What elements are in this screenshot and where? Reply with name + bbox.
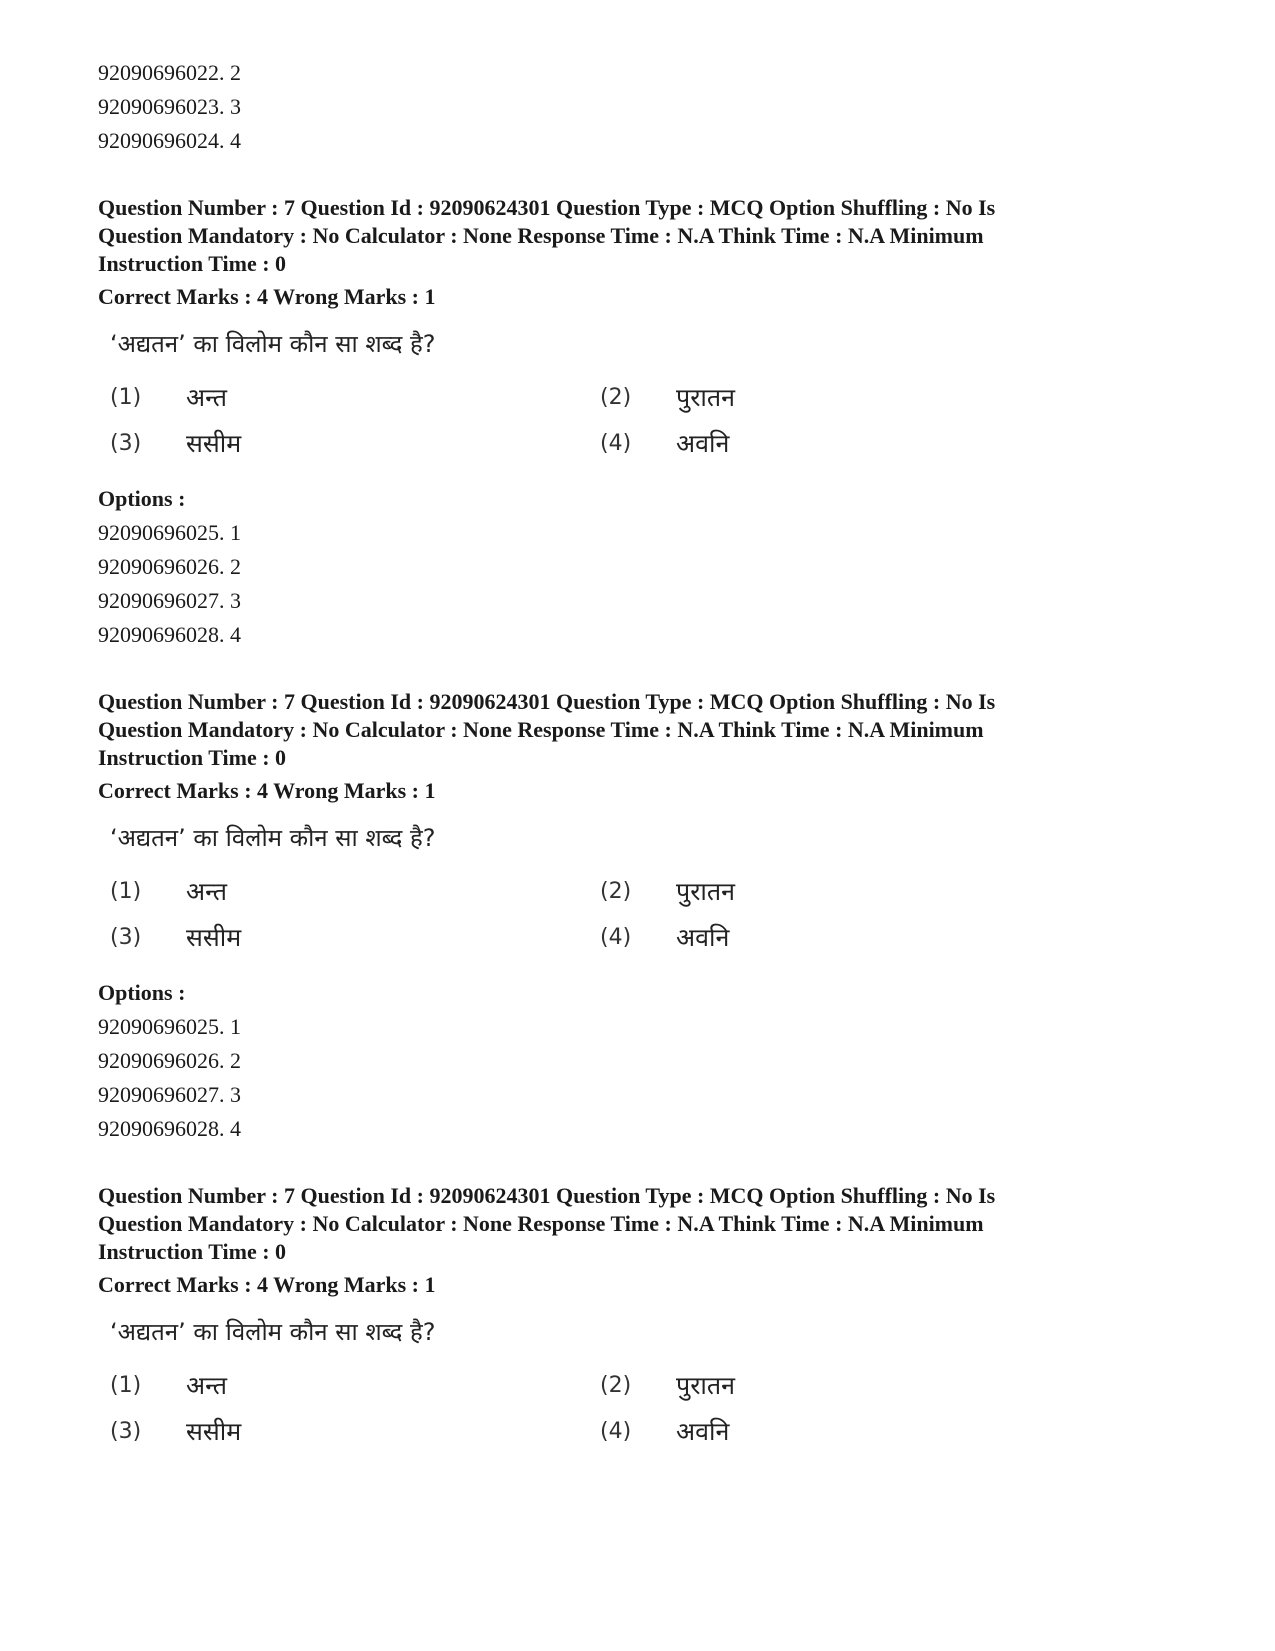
choice-number: (1)	[110, 878, 142, 904]
choice-text: अन्त	[186, 383, 228, 412]
question-header	[98, 194, 1128, 278]
option-line: 92090696023. 3	[98, 94, 241, 119]
question-marks: Correct Marks : 4 Wrong Marks : 1	[98, 284, 436, 309]
choice-number: (2)	[600, 384, 632, 410]
question-header-line: Question Mandatory : No Calculator : None Response Time : N.A Think Time : N.A Minimum	[98, 223, 984, 248]
choice-number: (2)	[600, 1372, 632, 1398]
choice-number: (3)	[110, 924, 142, 950]
option-line: 92090696026. 2	[98, 554, 241, 579]
choice-number: (3)	[110, 1418, 142, 1444]
option-line: 92090696027. 3	[98, 1082, 241, 1107]
question-marks: Correct Marks : 4 Wrong Marks : 1	[98, 1272, 436, 1297]
question-header-line: Instruction Time : 0	[98, 745, 287, 770]
option-line: 92090696025. 1	[98, 520, 241, 545]
question-header-line: Question Mandatory : No Calculator : None Response Time : N.A Think Time : N.A Minimum	[98, 1211, 984, 1236]
choice-number: (4)	[600, 430, 632, 456]
question-header-line: Instruction Time : 0	[98, 1239, 287, 1264]
choice-text: अवनि	[676, 1417, 730, 1446]
choice-text: ससीम	[186, 1417, 242, 1446]
question-header-line: Question Number : 7 Question Id : 92090624301 Question Type : MCQ Option Shuffling : No Is	[98, 195, 996, 220]
choice-number: (3)	[110, 430, 142, 456]
choice-item	[110, 1366, 600, 1404]
question-header-line: Question Mandatory : No Calculator : None Response Time : N.A Think Time : N.A Minimum	[98, 717, 984, 742]
choice-text: अन्त	[186, 877, 228, 906]
options-label: Options :	[98, 486, 186, 511]
question-block	[98, 1182, 1188, 1450]
options-label: Options :	[98, 980, 186, 1005]
question-text: ‘अद्यतन’ का विलोम कौन सा शब्द है?	[110, 330, 436, 358]
choice-text: ससीम	[186, 429, 242, 458]
choice-text: अवनि	[676, 923, 730, 952]
option-line: 92090696026. 2	[98, 1048, 241, 1073]
choice-item	[600, 424, 900, 462]
choice-item	[110, 1412, 600, 1450]
option-line: 92090696022. 2	[98, 60, 241, 85]
question-marks: Correct Marks : 4 Wrong Marks : 1	[98, 778, 436, 803]
choice-item	[110, 872, 600, 910]
question-block	[98, 688, 1188, 1146]
question-header	[98, 688, 1128, 772]
choice-text: अवनि	[676, 429, 730, 458]
option-line: 92090696028. 4	[98, 1116, 241, 1141]
choice-grid	[110, 378, 1188, 462]
choice-item	[110, 424, 600, 462]
option-line: 92090696024. 4	[98, 128, 241, 153]
options-list	[98, 1010, 1188, 1146]
choice-item	[600, 1366, 900, 1404]
choice-number: (1)	[110, 384, 142, 410]
choice-number: (1)	[110, 1372, 142, 1398]
choice-item	[110, 918, 600, 956]
choice-grid	[110, 872, 1188, 956]
question-body	[110, 818, 1188, 956]
choice-item	[600, 872, 900, 910]
choice-text: पुरातन	[676, 1371, 736, 1400]
choice-number: (2)	[600, 878, 632, 904]
question-body	[110, 324, 1188, 462]
question-body	[110, 1312, 1188, 1450]
document-page	[98, 56, 1188, 1450]
choice-text: अन्त	[186, 1371, 228, 1400]
choice-item	[600, 918, 900, 956]
choice-grid	[110, 1366, 1188, 1450]
option-line: 92090696028. 4	[98, 622, 241, 647]
question-header-line: Question Number : 7 Question Id : 92090624301 Question Type : MCQ Option Shuffling : No Is	[98, 1183, 996, 1208]
option-line: 92090696025. 1	[98, 1014, 241, 1039]
question-header-line: Instruction Time : 0	[98, 251, 287, 276]
choice-text: पुरातन	[676, 383, 736, 412]
choice-number: (4)	[600, 1418, 632, 1444]
previous-options-list	[98, 56, 1188, 158]
choice-item	[110, 378, 600, 416]
question-text: ‘अद्यतन’ का विलोम कौन सा शब्द है?	[110, 824, 436, 852]
option-line: 92090696027. 3	[98, 588, 241, 613]
question-text: ‘अद्यतन’ का विलोम कौन सा शब्द है?	[110, 1318, 436, 1346]
question-header-line: Question Number : 7 Question Id : 92090624301 Question Type : MCQ Option Shuffling : No Is	[98, 689, 996, 714]
choice-item	[600, 378, 900, 416]
choice-text: ससीम	[186, 923, 242, 952]
question-header	[98, 1182, 1128, 1266]
question-block	[98, 194, 1188, 652]
choice-number: (4)	[600, 924, 632, 950]
choice-item	[600, 1412, 900, 1450]
options-list	[98, 516, 1188, 652]
choice-text: पुरातन	[676, 877, 736, 906]
